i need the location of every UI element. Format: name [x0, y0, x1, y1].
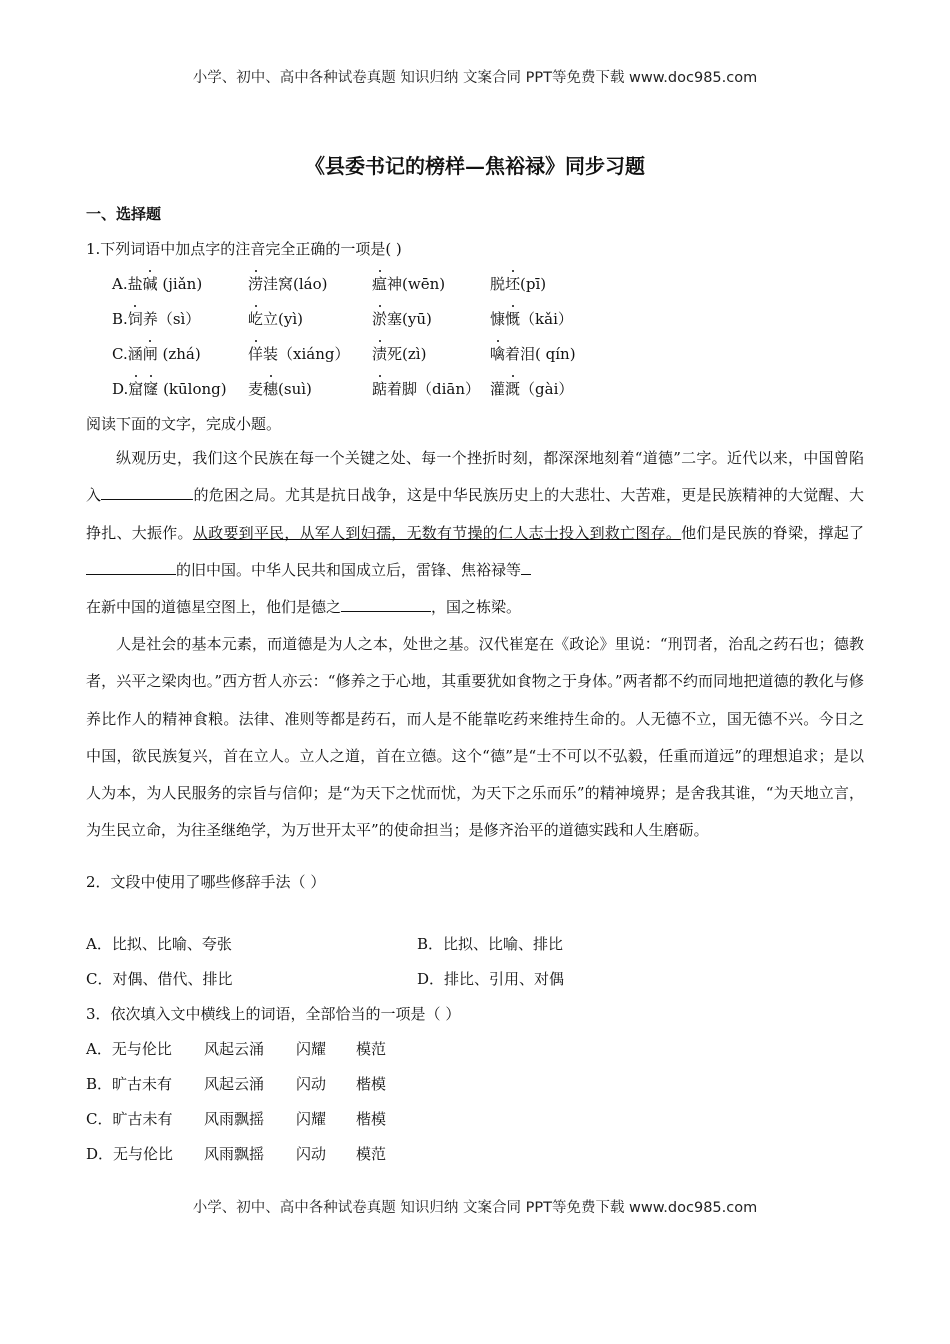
- emphasis-dot-char: 踮: [372, 380, 388, 398]
- q3-option-a[interactable]: A．无与伦比 风起云涌 闪耀 模范: [86, 1040, 387, 1058]
- emphasis-dot-char: 佯: [248, 345, 264, 363]
- emphasis-dot-char: 瘟: [372, 275, 388, 293]
- q2-option-a[interactable]: A．比拟、比喻、夸张: [86, 935, 232, 953]
- underlined-sentence: 从政要到平民，从军人到妇孺，无数有节操的仁人志士投入到救亡图存。: [192, 523, 682, 542]
- q3-option-d[interactable]: D．无与伦比 风雨飘摇 闪动 模范: [86, 1145, 387, 1163]
- q1-option-c[interactable]: C.涵闸 (zhá) 佯装（xiáng） 渍死(zì) 噙着泪( qín): [112, 345, 576, 363]
- q2-stem: 2．文段中使用了哪些修辞手法（ ）: [86, 873, 326, 891]
- passage-paragraph-1-continued: 在新中国的道德星空图上，他们是德之 ，国之栋梁。: [86, 598, 522, 616]
- q3-stem: 3．依次填入文中横线上的词语，全部恰当的一项是（ ）: [86, 1005, 461, 1023]
- q1-option-d[interactable]: D.窟窿 (kūlong) 麦穗(suì) 踮着脚（diān） 灌溉（gài）: [112, 380, 574, 398]
- q2-option-d[interactable]: D．排比、引用、对偶: [417, 970, 565, 988]
- passage-paragraph-2: 人是社会的基本元素，而道德是为人之本，处世之基。汉代崔寔在《政论》里说：“刑罚者，治乱之药石也；德教者，兴平之梁肉也。”西方哲人亦云：“修养之于心地，其重要犹如食物之于身体。”两者都不约而同地把道德的教化与修养比作人的精神食粮。法律、准则等都是药石，而人是不能靠吃药来维持生命的。人无德不立，国无德不兴。今日之中国，欲民族复兴，首在立人。立人之道，首在立德。这个“德”是“士不可以不弘毅，任重而道远”的理想追求；是以人为本，为人民服务的宗旨与信仰；是“为天下之忧而忧，为天下之乐而乐”的精神境界；是舍我其谁，“为天地立言，为生民立命，为往圣继绝学，为万世开太平”的使命担当；是修齐治平的道德实践和人生磨砺。: [86, 635, 864, 840]
- emphasis-dot-char: 噙: [490, 345, 506, 363]
- reading-intro: 阅读下面的文字，完成小题。: [86, 415, 282, 433]
- q3-option-b[interactable]: B．旷古未有 风起云涌 闪动 楷模: [86, 1075, 387, 1093]
- emphasis-dot-char: 窟: [128, 380, 144, 398]
- q3-option-c[interactable]: C．旷古未有 风雨飘摇 闪耀 楷模: [86, 1110, 387, 1128]
- emphasis-dot-char: 涝: [248, 275, 264, 293]
- emphasis-dot-char: 饲: [127, 310, 143, 328]
- emphasis-dot-char: 坯: [505, 275, 521, 293]
- q1-option-a[interactable]: A.盐碱 (jiǎn) 涝洼窝(láo) 瘟神(wēn) 脱坯(pī): [112, 275, 547, 293]
- fill-blank-1[interactable]: [101, 484, 193, 500]
- emphasis-dot-char: 闸: [142, 345, 158, 363]
- fill-blank-3[interactable]: [521, 559, 531, 575]
- section-heading: 一、选择题: [86, 205, 162, 223]
- emphasis-dot-char: 穗: [263, 380, 279, 398]
- page-title: 《县委书记的榜样—焦裕禄》同步习题: [305, 154, 645, 178]
- passage-paragraph-1: 纵观历史，我们这个民族在每一个关键之处、每一个挫折时刻，都深深地刻着“道德”二字。近代以来，中国曾陷入 的危困之局。尤其是抗日战争，这是中华民族历史上的大悲壮、大苦难，更是民族精神的大觉醒、大挣扎、大振作。从政要到平民，从军人到妇孺，无数有节操的仁人志士投入到救亡图存。他们是民族的脊梁，撑起了的旧中国。中华人民共和国成立后，雷锋、焦裕禄等: [86, 449, 864, 579]
- emphasis-dot-char: 窿: [143, 380, 159, 398]
- emphasis-dot-char: 淤: [372, 310, 388, 328]
- fill-blank-4[interactable]: [341, 596, 431, 612]
- q2-option-b[interactable]: B．比拟、比喻、排比: [417, 935, 564, 953]
- q1-option-b[interactable]: B.饲养（sì） 屹立(yì) 淤塞(yū) 慷慨（kǎi）: [112, 310, 573, 328]
- page-footer: 小学、初中、高中各种试卷真题 知识归纳 文案合同 PPT等免费下载 www.doc985.com: [192, 1200, 758, 1216]
- emphasis-dot-char: 屹: [248, 310, 264, 328]
- page-header: 小学、初中、高中各种试卷真题 知识归纳 文案合同 PPT等免费下载 www.doc985.com: [192, 70, 758, 86]
- q1-stem: 1.下列词语中加点字的注音完全正确的一项是( ): [86, 240, 402, 258]
- fill-blank-2[interactable]: [86, 559, 176, 575]
- emphasis-dot-char: 渍: [372, 345, 388, 363]
- emphasis-dot-char: 溉: [505, 380, 521, 398]
- emphasis-dot-char: 慨: [505, 310, 521, 328]
- emphasis-dot-char: 碱: [142, 275, 158, 293]
- q2-option-c[interactable]: C．对偶、借代、排比: [86, 970, 233, 988]
